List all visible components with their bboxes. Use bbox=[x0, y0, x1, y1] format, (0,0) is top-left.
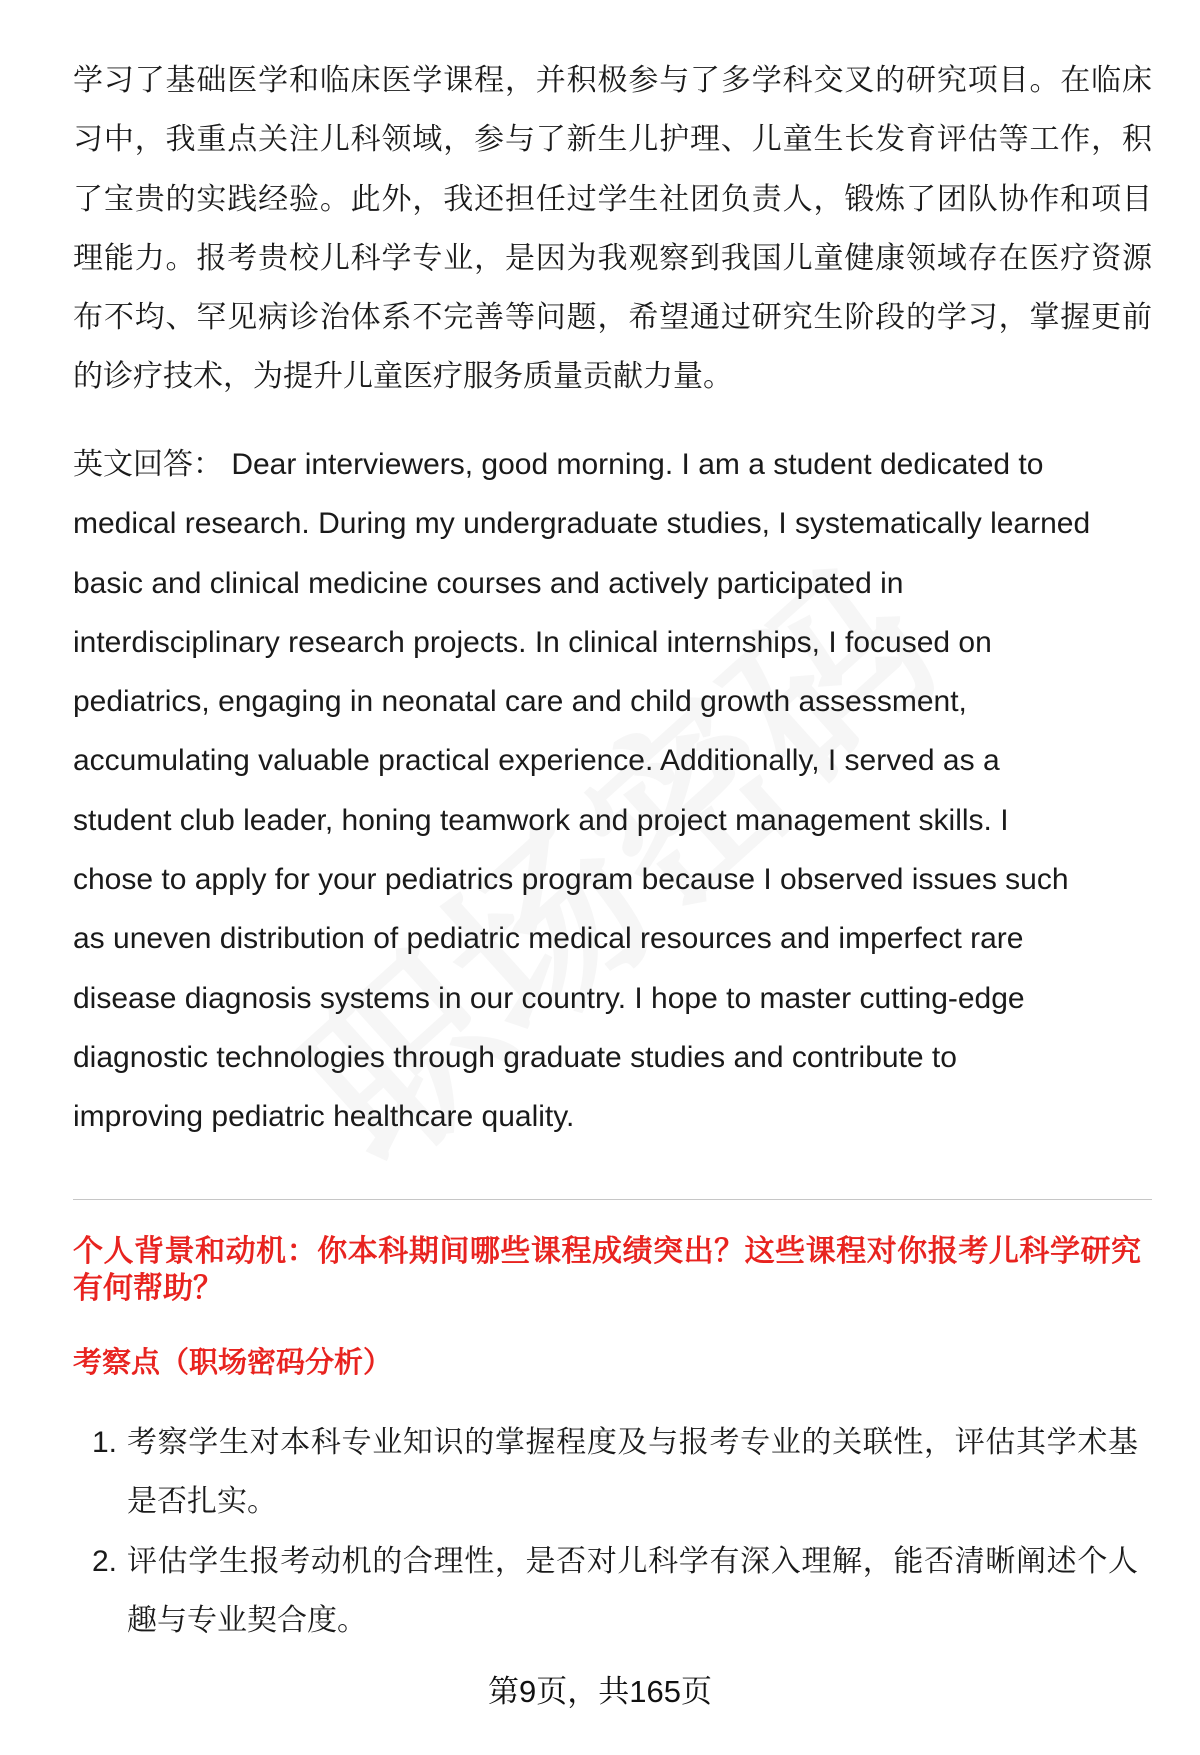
question-heading bbox=[73, 1233, 1141, 1307]
text-line: chose to apply for your pediatrics program because I observed issues such bbox=[73, 863, 1069, 897]
page-number: 第9页，共165页 bbox=[488, 1674, 712, 1709]
list-item-number: 2. bbox=[91, 1545, 117, 1578]
answer-paragraph-chinese bbox=[73, 51, 1152, 407]
list-item-text bbox=[127, 1532, 1138, 1651]
text-line: improving pediatric healthcare quality. bbox=[73, 1100, 575, 1134]
text-line: 趣与专业契合度。 bbox=[127, 1604, 367, 1638]
text-line: basic and clinical medicine courses and actively participated in bbox=[73, 566, 904, 600]
text-line: 了宝贵的实践经验。此外，我还担任过学生社团负责人，锻炼了团队协作和项目 bbox=[73, 182, 1152, 216]
text-line: 学习了基础医学和临床医学课程，并积极参与了多学科交叉的研究项目。在临床 bbox=[73, 64, 1152, 97]
text-line: disease diagnosis systems in our country. I hope to master cutting-edge bbox=[73, 981, 1025, 1015]
text-line: 的诊疗技术，为提升儿童医疗服务质量贡献力量。 bbox=[73, 360, 733, 394]
text-line: 理能力。报考贵校儿科学专业，是因为我观察到我国儿童健康领域存在医疗资源 bbox=[73, 241, 1152, 275]
section-divider bbox=[73, 1199, 1152, 1200]
text-line: interdisciplinary research projects. In clinical internships, I focused on bbox=[73, 625, 992, 659]
text-line: 评估学生报考动机的合理性，是否对儿科学有深入理解，能否清晰阐述个人 bbox=[127, 1545, 1138, 1578]
text-line: student club leader, honing teamwork and project management skills. I bbox=[73, 803, 1009, 837]
list-item-text bbox=[127, 1413, 1138, 1532]
list-item-number: 1. bbox=[91, 1426, 117, 1459]
text-line: accumulating valuable practical experience. Additionally, I served as a bbox=[73, 744, 1000, 778]
answer-paragraph-english bbox=[73, 435, 1152, 1147]
text-line: diagnostic technologies through graduate studies and contribute to bbox=[73, 1040, 957, 1074]
text-line: 英文回答： Dear interviewers, good morning. I am a student dedicated to bbox=[73, 448, 1044, 481]
question-line: 有何帮助？ bbox=[73, 1272, 223, 1305]
text-line: 考察学生对本科专业知识的掌握程度及与报考专业的关联性，评估其学术基 bbox=[127, 1426, 1138, 1459]
section-label: 考察点（职场密码分析） bbox=[73, 1347, 393, 1379]
text-line: 习中，我重点关注儿科领域，参与了新生儿护理、儿童生长发育评估等工作，积 bbox=[73, 123, 1152, 157]
text-line: 是否扎实。 bbox=[127, 1485, 277, 1519]
text-line: 布不均、罕见病诊治体系不完善等问题，希望通过研究生阶段的学习，掌握更前 bbox=[73, 301, 1152, 335]
question-line: 个人背景和动机：你本科期间哪些课程成绩突出？这些课程对你报考儿科学研究 bbox=[73, 1235, 1141, 1268]
text-line: as uneven distribution of pediatric medical resources and imperfect rare bbox=[73, 922, 1024, 956]
text-line: medical research. During my undergraduate studies, I systematically learned bbox=[73, 507, 1091, 541]
text-line: pediatrics, engaging in neonatal care and child growth assessment, bbox=[73, 685, 967, 719]
